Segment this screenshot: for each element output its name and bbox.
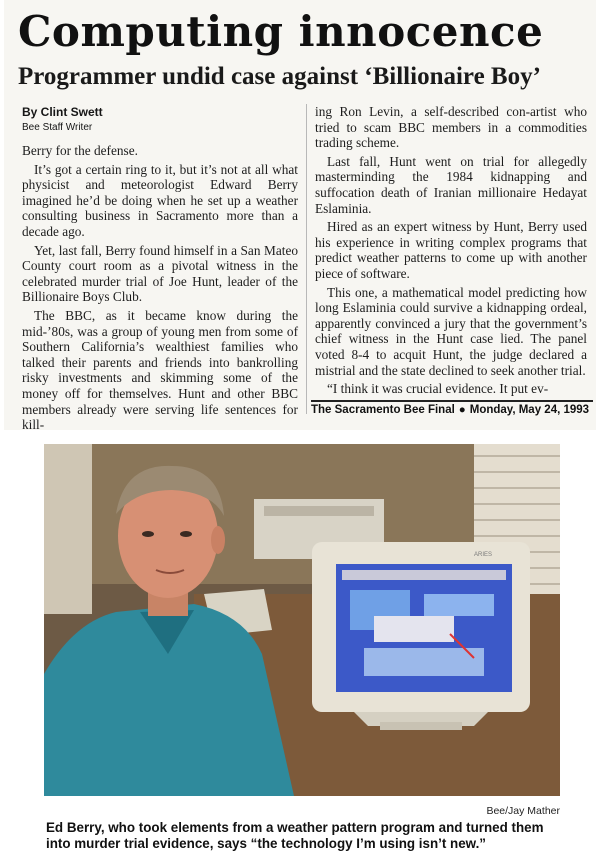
newspaper-name: The Sacramento Bee Final — [311, 404, 455, 416]
paragraph: Hired as an expert witness by Hunt, Berry used his experience in writing complex programs that predict weather patterns to come up with another piece of software. — [315, 219, 587, 281]
article-column-2 — [315, 104, 587, 400]
byline — [22, 104, 103, 136]
monitor-brand: ARIES — [474, 552, 493, 558]
news-photo — [44, 444, 560, 796]
paragraph: Last fall, Hunt went on trial for allegedly masterminding the 1984 kidnapping and suffocation death of Iranian millionaire Hedayat Eslaminia. — [315, 153, 587, 216]
newspaper-clipping — [4, 0, 596, 433]
photo-caption: Ed Berry, who took elements from a weather pattern program and turned them into murder trial evidence, says “the technology I’m using isn’t new.” — [46, 820, 544, 851]
paragraph: It’s got a certain ring to it, but it’s not at all what physicist and meteorologist Edward Berry imagined he’d be doing when he set up a weather consulting business in Sacramento more than a decade ago. — [22, 161, 298, 239]
headline: Computing innocence — [18, 7, 544, 56]
column-divider — [306, 104, 307, 414]
article-column-1 — [22, 143, 298, 436]
left-window — [44, 444, 92, 614]
crt-monitor — [312, 542, 530, 730]
byline-author: By Clint Swett — [22, 105, 103, 119]
paragraph: Berry for the defense. — [22, 143, 138, 158]
photo-illustration — [44, 444, 560, 796]
paragraph: ing Ron Levin, a self-described con-artist who tried to scam BBC members in a commodities trading scheme. — [315, 104, 587, 151]
publication-date: Monday, May 24, 1993 — [469, 404, 590, 416]
paragraph: The BBC, as it became know during the mid-’80s, was a group of young men from some of Southern California’s wealthiest families who talked their parents and friends into bankrolling risky investments and skimming some of the money off for themselves. Hunt and other BBC members already were serving life sentences for kill- — [22, 307, 298, 433]
paragraph: This one, a mathematical model predicting how long Eslaminia could survive a kidnapping ordeal, apparently convinced a jury that the government’s chief witness in the Hunt case lied. The panel voted 8-4 to acquit Hunt, the judge declared a mistrial and the state declined to seek another trial. — [315, 284, 587, 378]
folio-line — [311, 400, 593, 416]
bullet-icon: ● — [458, 404, 466, 416]
paragraph: “I think it was crucial evidence. It put ev- — [327, 381, 549, 397]
photo-credit: Bee/Jay Mather — [486, 805, 560, 817]
paragraph: Yet, last fall, Berry found himself in a San Mateo County court room as a pivotal witness in the celebrated murder trial of Joe Hunt, leader of the Billionaire Boys Club. — [22, 242, 298, 305]
byline-role: Bee Staff Writer — [22, 122, 93, 133]
subheadline: Programmer undid case against ‘Billionaire Boy’ — [18, 63, 541, 90]
